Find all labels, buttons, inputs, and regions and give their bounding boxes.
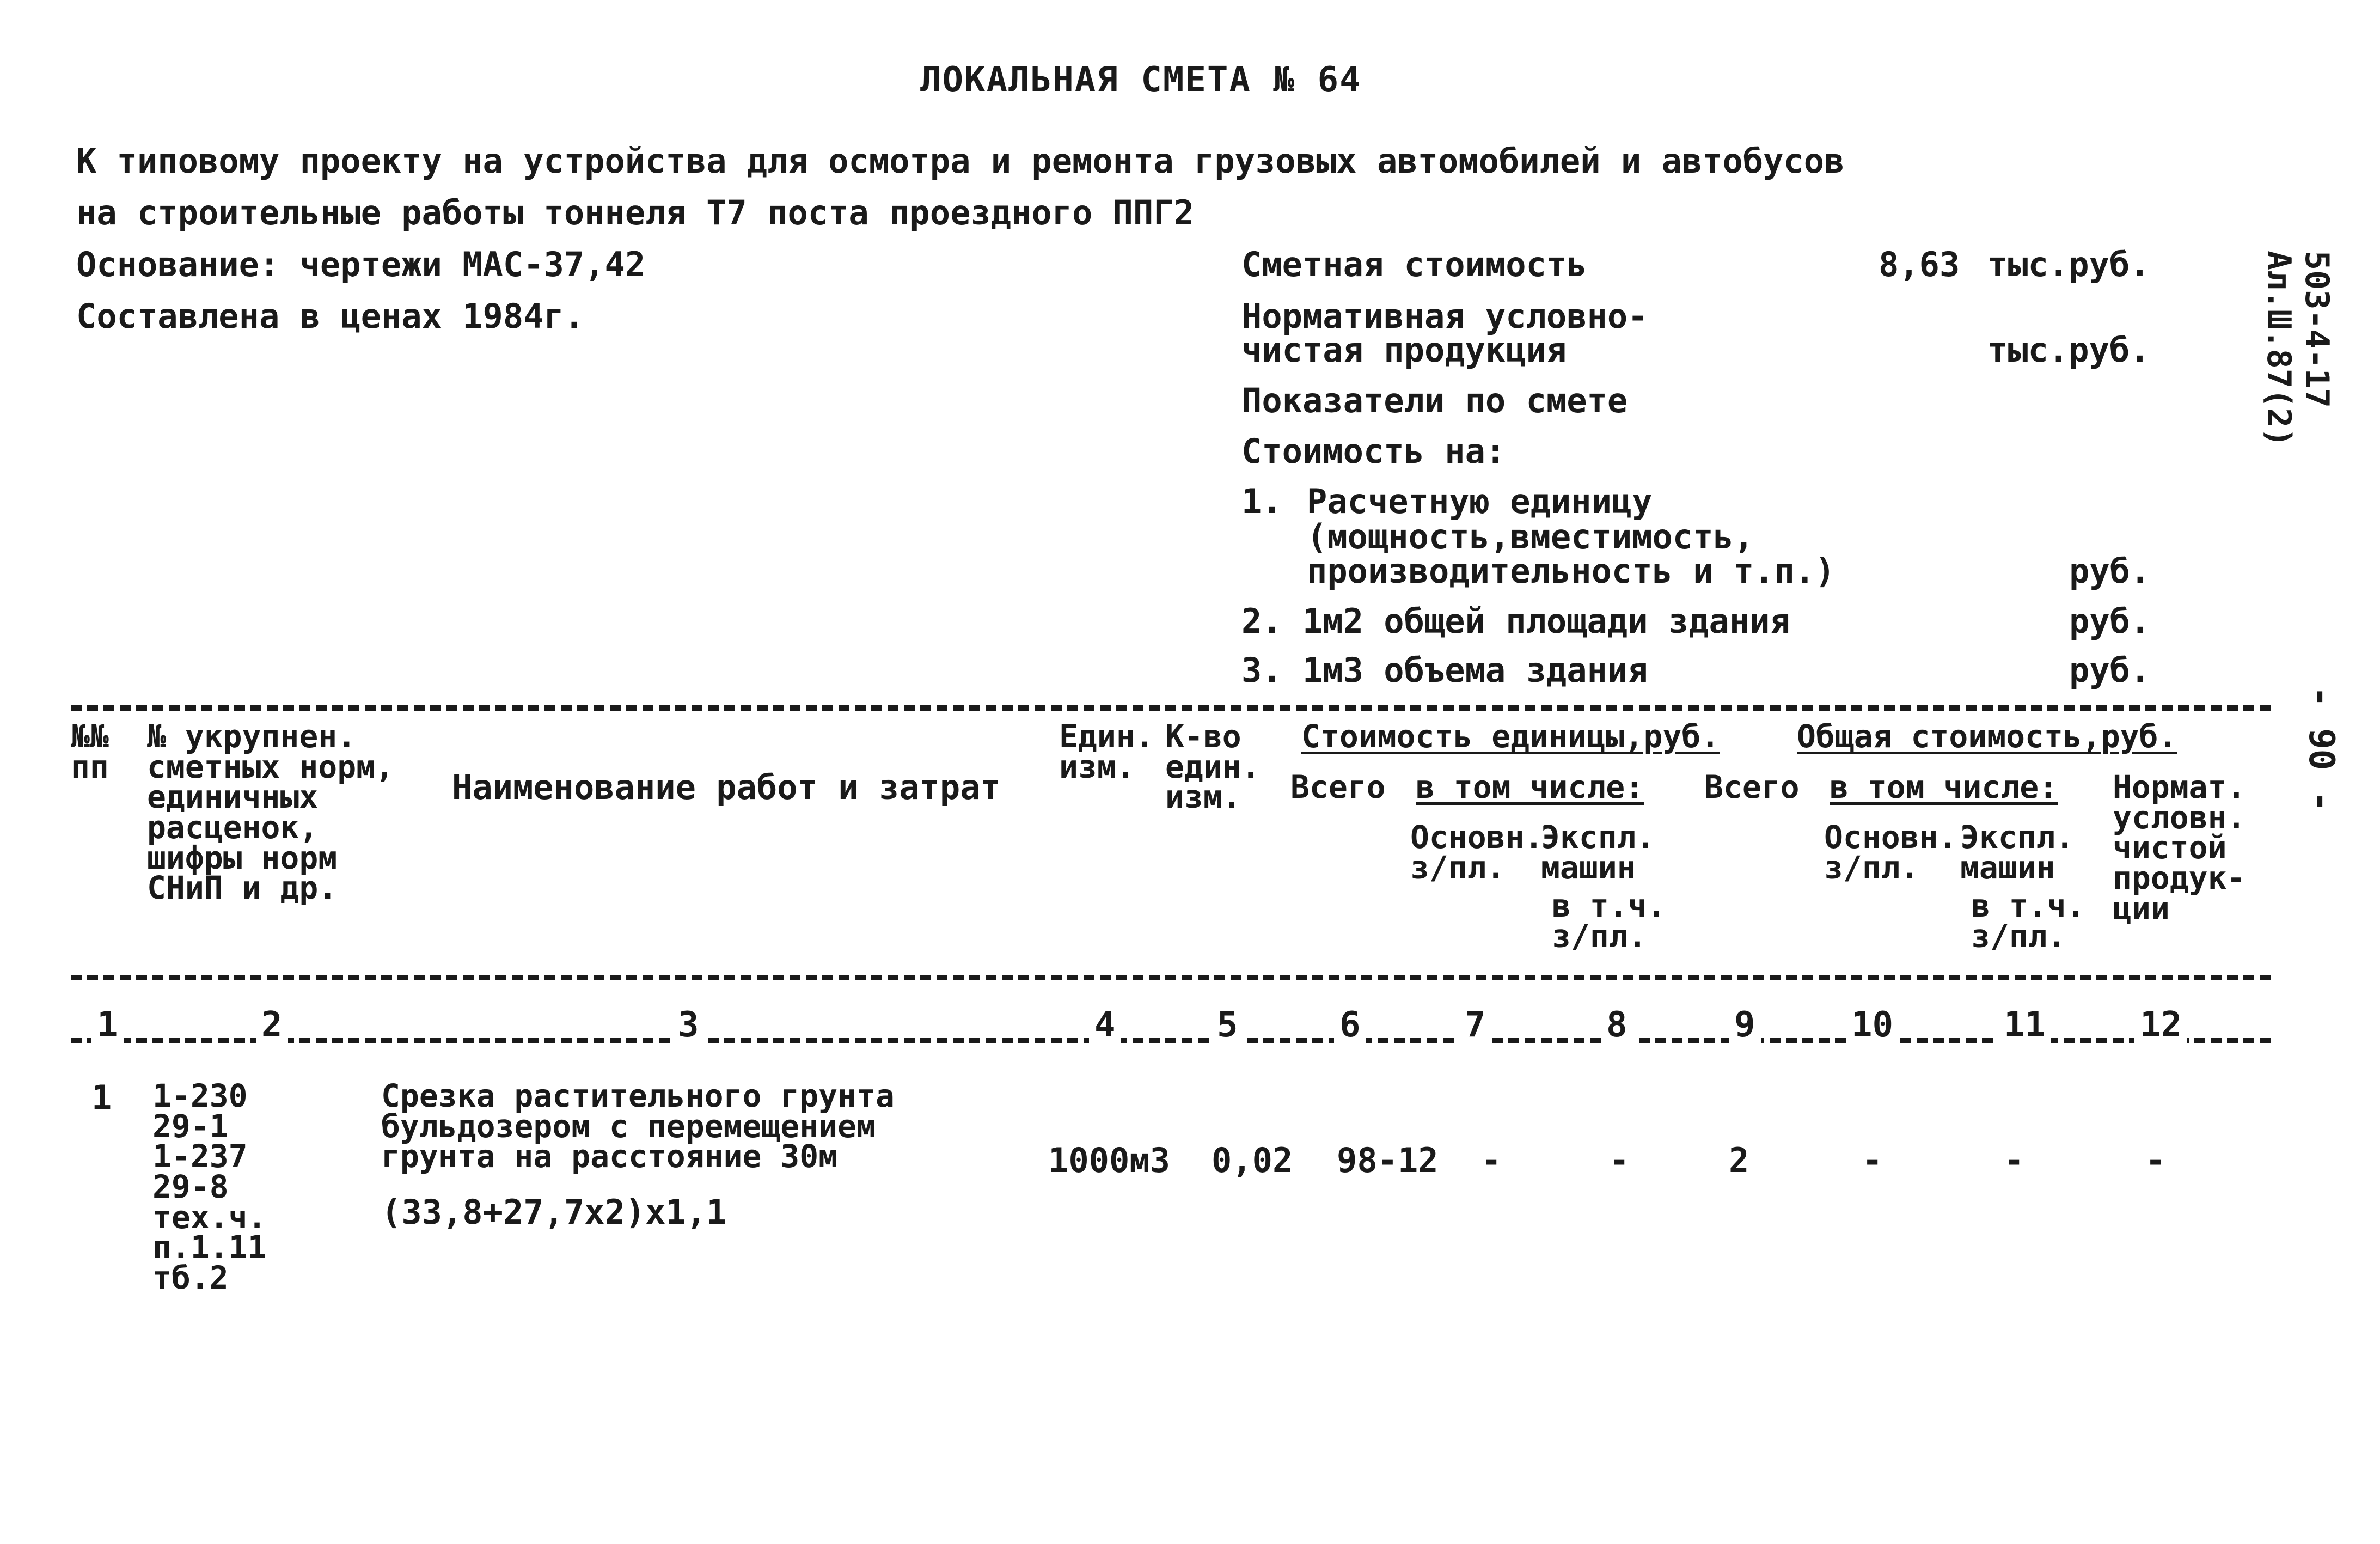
item1-line2: (мощность,вместимость,: [1307, 517, 1754, 557]
header-name: Наименование работ и затрат: [452, 767, 1001, 807]
row-unit-machine: -: [1609, 1140, 1630, 1180]
header-total-machine: Экспл. машин: [1960, 819, 2075, 886]
colnum-rule: [71, 1038, 2271, 1043]
item3-unit: руб.: [2069, 650, 2151, 690]
side-code-line2: Ал.Ш.87(2): [2260, 251, 2298, 448]
header-codes: № укрупнен. сметных норм, единичных расценок, шифры норм СНиП и др.: [147, 718, 394, 907]
row-qty: 0,02: [1212, 1140, 1293, 1180]
row-unit-basic: -: [1481, 1140, 1502, 1180]
table-top-rule: [71, 705, 2271, 711]
header-qty: К-во един. изм.: [1165, 718, 1261, 816]
header-unit-incl-wage: в т.ч. з/пл.: [1552, 887, 1666, 955]
header-unit-all: Всего: [1290, 768, 1386, 805]
row-total: 2: [1729, 1140, 1749, 1180]
composed-text: Составлена в ценах 1984г.: [76, 296, 585, 336]
normative-label-2: чистая продукция: [1241, 330, 1567, 370]
row-codes: 1-230 29-1 1-237 29-8 тех.ч. п.1.11 тб.2: [152, 1081, 267, 1291]
page-number-text: - 90 -: [2301, 686, 2341, 813]
row-normative: -: [2145, 1140, 2166, 1180]
item3-label: 3. 1м3 объема здания: [1241, 650, 1648, 690]
colnum-8: 8: [1601, 1005, 1633, 1045]
header-unit-machine: Экспл. машин: [1541, 819, 1655, 886]
item2-unit: руб.: [2069, 601, 2151, 641]
side-code: [2298, 251, 2336, 408]
estimated-cost-value: 8,63: [1879, 245, 1960, 284]
colnum-2: 2: [256, 1005, 288, 1045]
colnum-7: 7: [1459, 1005, 1491, 1045]
row-formula: (33,8+27,7х2)х1,1: [381, 1192, 727, 1232]
row-num: 1: [91, 1078, 112, 1118]
side-code-line1: 503-4-17: [2298, 251, 2336, 408]
estimated-cost-label: Сметная стоимость: [1241, 245, 1587, 284]
page-number: [2301, 686, 2341, 812]
header-unit-incl: в том числе:: [1416, 768, 1644, 805]
colnum-4: 4: [1089, 1005, 1121, 1045]
header-unit-cost-group: Стоимость единицы,руб.: [1301, 718, 1720, 755]
page-title: ЛОКАЛЬНАЯ СМЕТА № 64: [920, 60, 1362, 100]
colnum-5: 5: [1212, 1005, 1244, 1045]
side-code-2: [2260, 251, 2298, 447]
indicators-label: Показатели по смете: [1241, 381, 1628, 420]
item1-num: 1.: [1241, 481, 1282, 521]
item2-label: 2. 1м2 общей площади здания: [1241, 601, 1790, 641]
item1-unit: руб.: [2069, 551, 2151, 591]
colnum-11: 11: [1998, 1005, 2051, 1045]
header-total-incl-wage: в т.ч. з/пл.: [1971, 887, 2085, 955]
colnum-6: 6: [1334, 1005, 1366, 1045]
colnum-12: 12: [2134, 1005, 2187, 1045]
row-total-basic: -: [1862, 1140, 1883, 1180]
header-num: №№ пп: [71, 718, 109, 785]
normative-label-1: Нормативная условно-: [1241, 296, 1648, 336]
header-total-incl: в том числе:: [1830, 768, 2058, 805]
item1-line3: производительность и т.п.): [1307, 551, 1836, 591]
row-name: Срезка растительного грунта бульдозером с перемещением грунта на расстояние 30м: [381, 1077, 895, 1175]
header-total-basic-wage: Основн. з/пл.: [1824, 819, 1957, 886]
item1-line1: Расчетную единицу: [1307, 481, 1653, 521]
colnum-9: 9: [1729, 1005, 1761, 1045]
header-bottom-rule: [71, 975, 2271, 980]
header-normative: Нормат. условн. чистой продук- ции: [2113, 768, 2246, 927]
subtitle-line-1: К типовому проекту на устройства для осмотра и ремонта грузовых автомобилей и автобусов: [76, 141, 1845, 181]
header-total-all: Всего: [1704, 768, 1800, 805]
header-total-cost-group: Общая стоимость,руб.: [1797, 718, 2177, 755]
colnum-10: 10: [1846, 1005, 1899, 1045]
estimated-cost-unit: тыс.руб.: [1987, 245, 2150, 284]
colnum-1: 1: [91, 1005, 124, 1045]
header-unit-basic-wage: Основн. з/пл.: [1410, 819, 1544, 886]
row-unit-total: 98-12: [1337, 1140, 1439, 1180]
row-total-machine: -: [2004, 1140, 2024, 1180]
subtitle-line-2: на строительные работы тоннеля Т7 поста проездного ППГ2: [76, 193, 1194, 233]
basis-text: Основание: чертежи МАС-37,42: [76, 245, 646, 284]
cost-per-label: Стоимость на:: [1241, 431, 1506, 471]
row-unit: 1000м3: [1048, 1140, 1170, 1180]
normative-unit: тыс.руб.: [1987, 330, 2150, 370]
header-unit: Един. изм.: [1059, 718, 1154, 785]
colnum-3: 3: [672, 1005, 705, 1045]
